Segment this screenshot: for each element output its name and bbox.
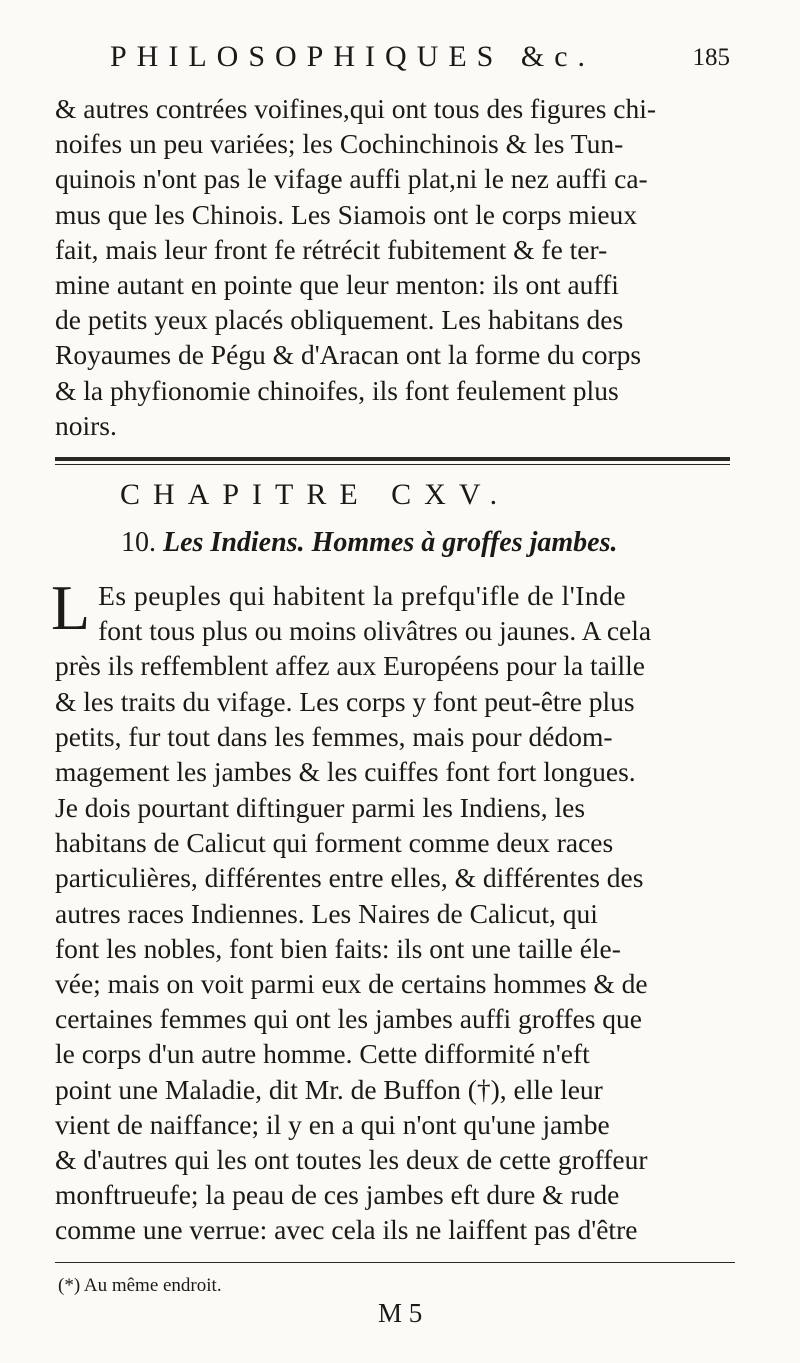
section-heading <box>121 527 618 559</box>
section-title-indians: Les Indiens. <box>163 527 305 558</box>
text-line: près ils reffemblent affez aux Européens pour la taille <box>55 650 646 682</box>
text-line: habitans de Calicut qui forment comme deux races <box>55 827 614 859</box>
text-line: autres races Indiennes. Les Naires de Calicut, qui <box>55 897 598 929</box>
text-line: mine autant en pointe que leur menton: ils ont auffi <box>55 269 619 301</box>
paragraph-chinese-peoples <box>55 91 730 443</box>
signature-mark: M 5 <box>378 1298 423 1328</box>
text-line: vée; mais on voit parmi eux de certains hommes & de <box>55 968 648 1000</box>
text-line: Es peuples qui habitent la prefqu'ifle de l'Inde <box>98 580 627 611</box>
page-number: 185 <box>692 44 730 71</box>
text-line: fait, mais leur front fe rétrécit fubitement & fe ter- <box>55 233 608 265</box>
running-head <box>110 40 730 76</box>
running-title: PHILOSOPHIQUES &c. <box>110 40 596 73</box>
text-line: comme une verrue: avec cela ils ne laiffent pas d'être <box>55 1214 638 1246</box>
chapter-divider-rule <box>55 457 730 465</box>
paragraph-indian-peoples <box>51 572 730 789</box>
text-line: monftrueufe; la peau de ces jambes eft dure & rude <box>55 1179 620 1211</box>
text-line: & la phyfionomie chinoifes, ils font feulement plus <box>55 374 619 406</box>
section-number: 10. <box>121 527 156 558</box>
text-line: certaines femmes qui ont les jambes auffi groffes que <box>55 1003 642 1035</box>
text-line: le corps d'un autre homme. Cette difformité n'eft <box>55 1038 590 1070</box>
chapter-heading: CHAPITRE CXV. <box>120 478 511 511</box>
text-line: noirs. <box>55 409 117 441</box>
footnote-rule <box>55 1262 735 1263</box>
text-line: point une Maladie, dit Mr. de Buffon (†), elle leur <box>55 1073 603 1105</box>
paragraph-calicut <box>55 790 730 1248</box>
text-line: & d'autres qui les ont toutes les deux de cette groffeur <box>55 1144 648 1176</box>
text-line: vient de naiffance; il y en a qui n'ont qu'une jambe <box>55 1108 610 1140</box>
footnote: (*) Au même endroit. <box>58 1275 222 1296</box>
text-line: Je dois pourtant diftinguer parmi les Indiens, les <box>55 792 586 823</box>
text-line: particulières, différentes entre elles, & différentes des <box>55 862 644 894</box>
text-line: & autres contrées voifines,qui ont tous des figures chi- <box>55 93 657 124</box>
text-line: Royaumes de Pégu & d'Aracan ont la forme du corps <box>55 339 642 371</box>
section-title-thick-legs: Hommes à groffes jambes. <box>311 527 618 558</box>
text-line: de petits yeux placés obliquement. Les habitans des <box>55 304 624 336</box>
text-line: noifes un peu variées; les Cochinchinois & les Tun- <box>55 128 624 160</box>
text-line: petits, fur tout dans les femmes, mais pour dédom- <box>55 720 613 752</box>
text-line: mus que les Chinois. Les Siamois ont le corps mieux <box>55 198 638 230</box>
text-line: quinois n'ont pas le vifage auffi plat,ni le nez auffi ca- <box>55 163 648 195</box>
text-line: & les traits du vifage. Les corps y font peut-être plus <box>55 685 635 717</box>
text-line: magement les jambes & les cuiffes font fort longues. <box>55 756 636 788</box>
text-line: font les nobles, font bien faits: ils ont une taille éle- <box>55 932 621 964</box>
text-line: font tous plus ou moins olivâtres ou jaunes. A cela <box>98 615 652 647</box>
drop-cap: L <box>51 572 91 643</box>
